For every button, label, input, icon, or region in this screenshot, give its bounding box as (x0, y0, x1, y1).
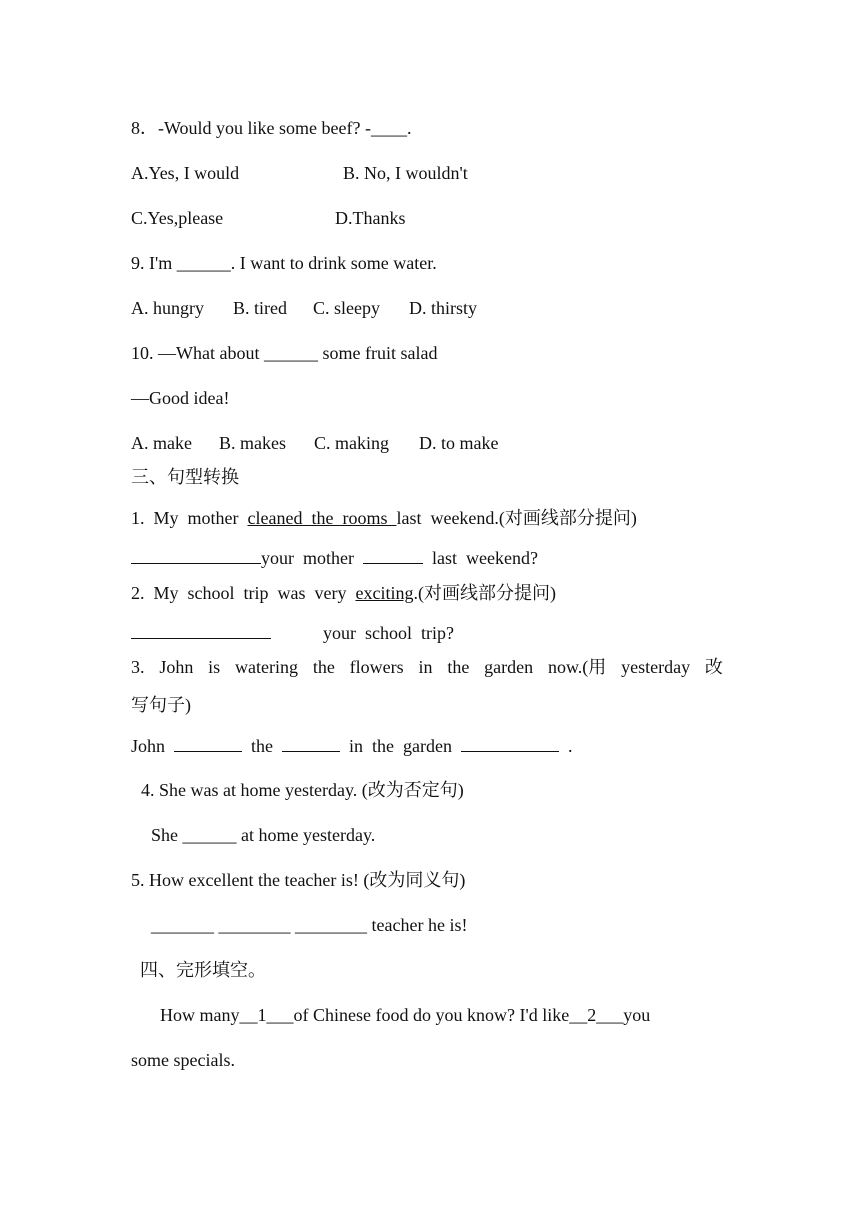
s3-item3-word: is (208, 657, 221, 677)
s3-item3-word: 3. (131, 657, 145, 677)
s3-item3-word: garden (484, 657, 534, 677)
s3-item3-word: now.(用 (547, 657, 607, 677)
s3-item3-word: 改 (704, 657, 723, 677)
q8-option-c: C.Yes,please (131, 208, 224, 228)
s3-item4-answer: She ______ at home yesterday. (151, 825, 376, 845)
section4-text: you (623, 1005, 651, 1025)
s3-item3-word: in (418, 657, 433, 677)
s3-item1-answer-mid: your mother (261, 548, 363, 568)
s3-item3-answer-the: the (242, 736, 283, 756)
q8-option-b: B. No, I wouldn't (343, 163, 468, 183)
s3-item3-word: John (159, 657, 194, 677)
s3-item3-answer-garden: in the garden (340, 736, 461, 756)
s3-item3 (131, 656, 723, 678)
section4-paragraph-line1 (160, 1004, 650, 1026)
s3-item1 (131, 507, 637, 529)
s3-item1-answer-end: last weekend? (422, 548, 538, 568)
s3-item5: 5. How excellent the teacher is! (改为同义句) (131, 870, 466, 890)
s3-item2-answer (131, 620, 454, 644)
s3-item3-answer-john: John (131, 736, 175, 756)
q10-reply: —Good idea! (131, 388, 230, 408)
s3-item3-continued: 写句子) (131, 695, 191, 715)
q10-option-c: C. making (314, 433, 389, 453)
s3-item2-answer-end: your school trip? (323, 623, 454, 643)
q10-options (131, 432, 499, 454)
section3-title: 三、句型转换 (131, 467, 239, 487)
s3-item3-answer (131, 733, 572, 757)
s3-item2-underlined: exciting (355, 583, 414, 603)
q10-stem: 10. —What about ______ some fruit salad (131, 343, 438, 363)
s3-item1-post: last weekend.(对画线部分提问) (396, 508, 637, 528)
q10-option-a: A. make (131, 433, 192, 453)
answer-blank[interactable] (461, 733, 559, 752)
s3-item2 (131, 582, 556, 604)
q9-option-b: B. tired (233, 298, 287, 318)
s3-item3-word: the (312, 657, 335, 677)
answer-blank[interactable] (282, 733, 340, 752)
s3-item3-word: watering (235, 657, 298, 677)
q8-stem: 8．-Would you like some beef? -____. (131, 118, 412, 138)
cloze-blank-1[interactable]: __1___ (239, 1005, 294, 1025)
q10-option-d: D. to make (419, 433, 499, 453)
q9-stem: 9. I'm ______. I want to drink some water. (131, 253, 437, 273)
s3-item2-post: .(对画线部分提问) (413, 583, 556, 603)
section4-paragraph-line2: some specials. (131, 1050, 235, 1070)
answer-blank[interactable] (131, 545, 261, 564)
s3-item3-word: the (447, 657, 470, 677)
section4-title: 四、完形填空。 (140, 960, 266, 980)
s3-item3-word: yesterday (621, 657, 691, 677)
s3-item1-pre: 1. My mother (131, 508, 248, 528)
s3-item1-underlined: cleaned the rooms (247, 508, 397, 528)
q8-option-a: A.Yes, I would (131, 163, 240, 183)
q9-option-d: D. thirsty (409, 298, 478, 318)
answer-blank[interactable] (363, 545, 423, 564)
answer-blank[interactable] (131, 620, 271, 639)
q8-options-cd (131, 207, 406, 229)
s3-item1-answer (131, 545, 538, 569)
q8-options-ab (131, 162, 468, 184)
answer-blank[interactable] (174, 733, 242, 752)
cloze-blank-2[interactable]: __2___ (569, 1005, 624, 1025)
s3-item3-answer-dot: . (558, 736, 573, 756)
s3-item2-pre: 2. My school trip was very (131, 583, 356, 603)
section4-text: How many (160, 1005, 240, 1025)
q9-option-c: C. sleepy (313, 298, 380, 318)
s3-item5-answer: _______ ________ ________ teacher he is! (151, 915, 468, 935)
section4-text: of Chinese food do you know? I'd like (293, 1005, 570, 1025)
s3-item3-word: flowers (349, 657, 404, 677)
s3-item4: 4. She was at home yesterday. (改为否定句) (141, 780, 464, 800)
q8-option-d: D.Thanks (335, 208, 406, 228)
q9-option-a: A. hungry (131, 298, 204, 318)
q9-options (131, 297, 478, 319)
q10-option-b: B. makes (219, 433, 286, 453)
